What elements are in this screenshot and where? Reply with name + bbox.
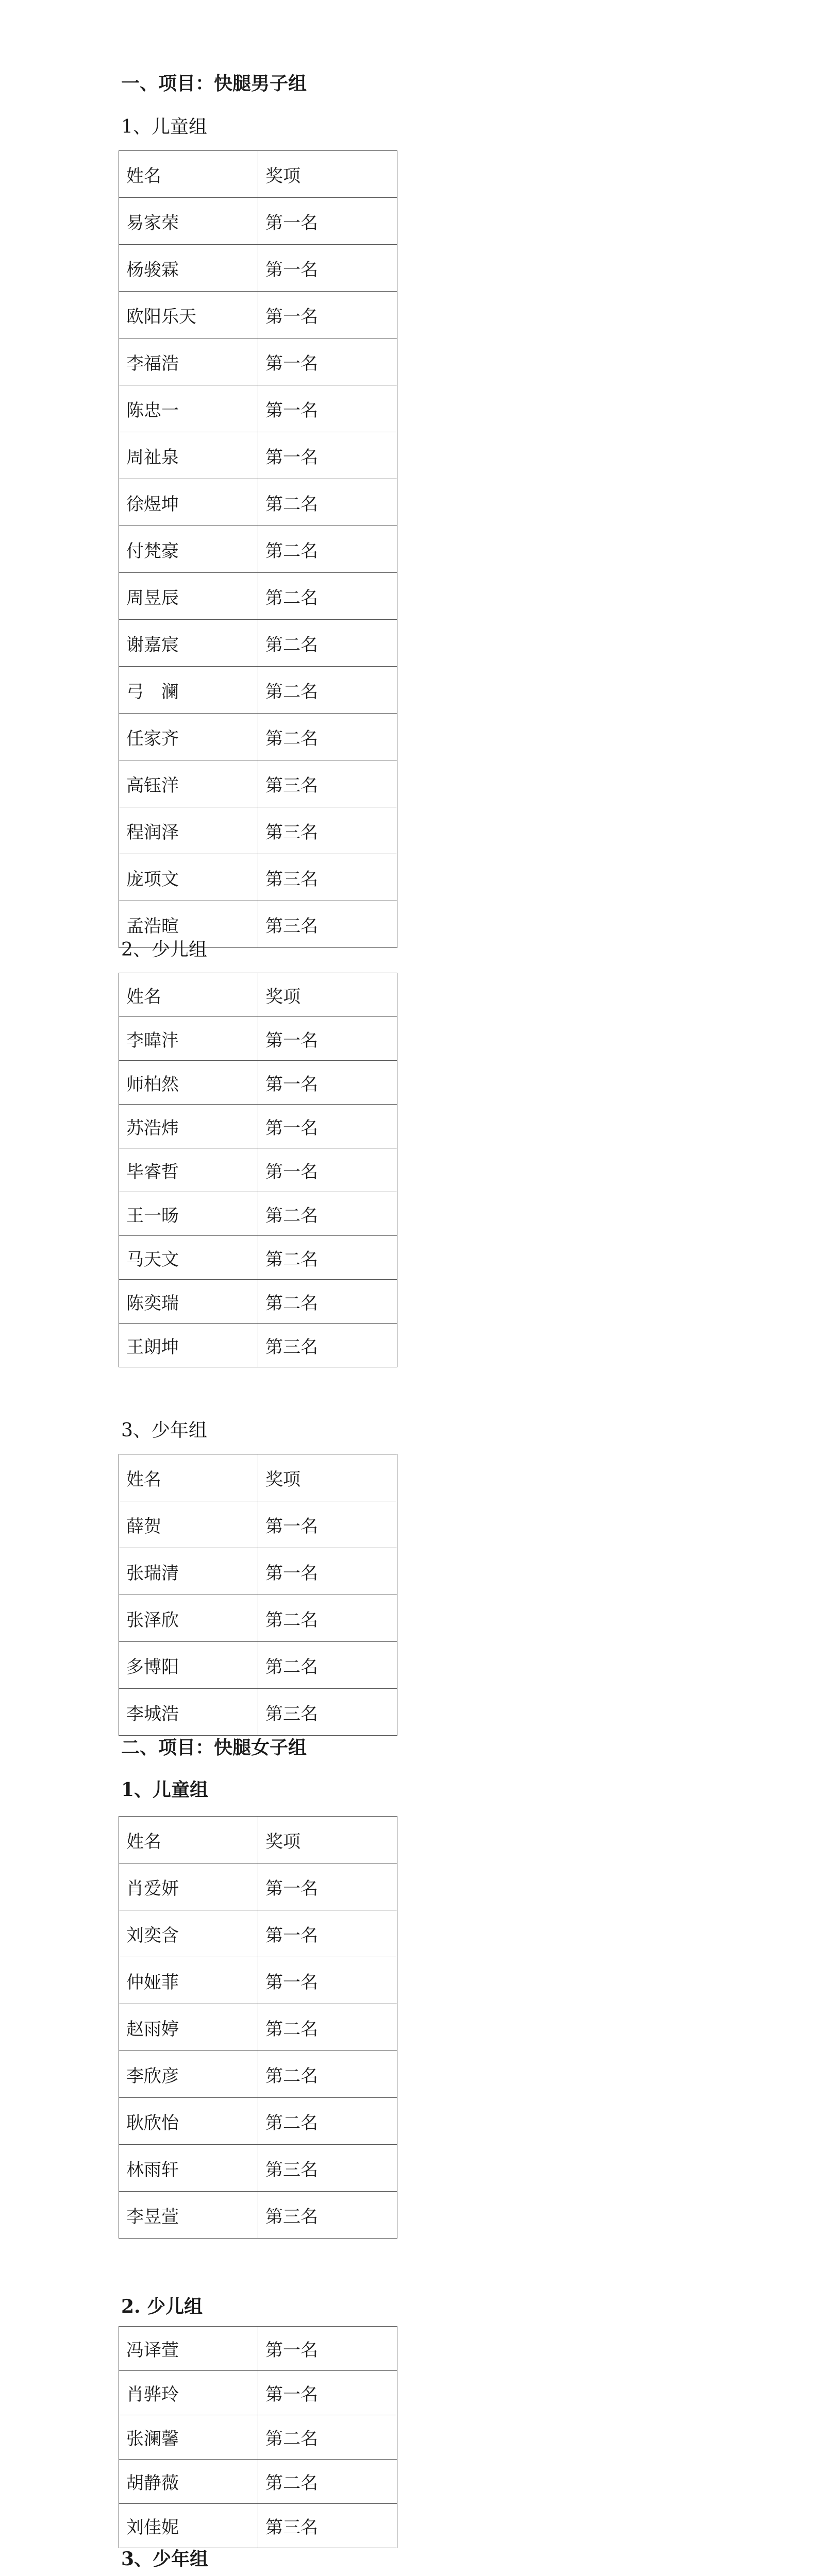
- header-award: 奖项: [258, 151, 397, 198]
- name-cell: 李昱萱: [119, 2192, 258, 2239]
- name-cell: 耿欣怡: [119, 2098, 258, 2145]
- name-cell: 刘佳妮: [119, 2504, 258, 2548]
- award-table-male-youth: [119, 973, 397, 1367]
- award-cell: 第三名: [258, 807, 397, 854]
- table-row: [119, 2004, 397, 2051]
- name-cell: 徐煜坤: [119, 479, 258, 526]
- award-cell: 第二名: [258, 1192, 397, 1236]
- award-cell: 第二名: [258, 1642, 397, 1689]
- table-row: [119, 1061, 397, 1105]
- award-cell: 第一名: [258, 1148, 397, 1192]
- name-cell: 师柏然: [119, 1061, 258, 1105]
- award-cell: 第一名: [258, 1105, 397, 1148]
- header-name: 姓名: [119, 973, 258, 1017]
- table-row: [119, 432, 397, 479]
- header-name: 姓名: [119, 151, 258, 198]
- name-cell: 谢嘉宸: [119, 620, 258, 667]
- table-row: [119, 1957, 397, 2004]
- name-cell: 马天文: [119, 1236, 258, 1280]
- award-cell: 第一名: [258, 1910, 397, 1957]
- table-row: [119, 1192, 397, 1236]
- award-cell: 第二名: [258, 479, 397, 526]
- section-title-male: 一、项目：快腿男子组: [121, 73, 307, 94]
- table-row: [119, 1501, 397, 1548]
- table-row: [119, 2504, 397, 2548]
- table-row: [119, 620, 397, 667]
- award-table-male-children: [119, 150, 397, 948]
- table-row: [119, 1280, 397, 1324]
- group-title-male-youth: 2、少儿组: [121, 939, 207, 960]
- award-cell: 第三名: [258, 2504, 397, 2548]
- table-row: [119, 1642, 397, 1689]
- table-row: [119, 2098, 397, 2145]
- table-row: [119, 807, 397, 854]
- award-cell: 第二名: [258, 714, 397, 760]
- award-cell: 第二名: [258, 2415, 397, 2460]
- table-row: [119, 2371, 397, 2415]
- award-cell: 第一名: [258, 432, 397, 479]
- award-cell: 第一名: [258, 292, 397, 338]
- name-cell: 赵雨婷: [119, 2004, 258, 2051]
- name-cell: 陈奕瑞: [119, 1280, 258, 1324]
- award-cell: 第一名: [258, 385, 397, 432]
- name-cell: 肖爱妍: [119, 1863, 258, 1910]
- table-row: [119, 292, 397, 338]
- group-title-female-children: 1、儿童组: [121, 1779, 209, 1801]
- award-cell: 第二名: [258, 667, 397, 714]
- award-cell: 第二名: [258, 620, 397, 667]
- table-row: [119, 1595, 397, 1642]
- award-cell: 第一名: [258, 2327, 397, 2371]
- name-cell: 李城浩: [119, 1689, 258, 1736]
- name-cell: 王一旸: [119, 1192, 258, 1236]
- name-cell: 薛贺: [119, 1501, 258, 1548]
- name-cell: 张泽欣: [119, 1595, 258, 1642]
- table-row: [119, 1863, 397, 1910]
- group-title-male-teen: 3、少年组: [121, 1420, 207, 1441]
- table-row: [119, 1148, 397, 1192]
- name-cell: 李暐沣: [119, 1017, 258, 1061]
- name-cell: 孟浩暄: [119, 901, 258, 948]
- award-cell: 第一名: [258, 1957, 397, 2004]
- header-award: 奖项: [258, 1454, 397, 1501]
- table-row: [119, 1689, 397, 1736]
- table-row: [119, 760, 397, 807]
- award-cell: 第三名: [258, 2145, 397, 2192]
- name-cell: 杨骏霖: [119, 245, 258, 292]
- award-cell: 第一名: [258, 1501, 397, 1548]
- name-cell: 胡静薇: [119, 2460, 258, 2504]
- award-cell: 第三名: [258, 1689, 397, 1736]
- table-header-row: [119, 1817, 397, 1863]
- award-cell: 第一名: [258, 338, 397, 385]
- table-row: [119, 1017, 397, 1061]
- award-cell: 第二名: [258, 1236, 397, 1280]
- name-cell: 易家荣: [119, 198, 258, 245]
- name-cell: 冯译萱: [119, 2327, 258, 2371]
- table-row: [119, 338, 397, 385]
- name-cell: 王朗坤: [119, 1324, 258, 1367]
- table-row: [119, 667, 397, 714]
- table-row: [119, 1105, 397, 1148]
- award-table-female-youth: [119, 2326, 397, 2548]
- award-cell: 第三名: [258, 901, 397, 948]
- table-row: [119, 573, 397, 620]
- name-cell: 庞项文: [119, 854, 258, 901]
- name-cell: 仲娅菲: [119, 1957, 258, 2004]
- award-cell: 第一名: [258, 1061, 397, 1105]
- table-header-row: [119, 1454, 397, 1501]
- award-cell: 第一名: [258, 1548, 397, 1595]
- name-cell: 付梵豪: [119, 526, 258, 573]
- name-cell: 欧阳乐天: [119, 292, 258, 338]
- header-award: 奖项: [258, 973, 397, 1017]
- table-header-row: [119, 973, 397, 1017]
- name-cell: 高钰洋: [119, 760, 258, 807]
- award-cell: 第二名: [258, 2051, 397, 2098]
- name-cell: 毕睿哲: [119, 1148, 258, 1192]
- name-cell: 李欣彦: [119, 2051, 258, 2098]
- award-cell: 第二名: [258, 2004, 397, 2051]
- table-row: [119, 479, 397, 526]
- award-cell: 第二名: [258, 1280, 397, 1324]
- header-award: 奖项: [258, 1817, 397, 1863]
- award-cell: 第二名: [258, 1595, 397, 1642]
- name-cell: 肖骅玲: [119, 2371, 258, 2415]
- award-cell: 第三名: [258, 854, 397, 901]
- table-row: [119, 1910, 397, 1957]
- award-cell: 第三名: [258, 1324, 397, 1367]
- name-cell: 李福浩: [119, 338, 258, 385]
- name-cell: 弓 澜: [119, 667, 258, 714]
- name-cell: 程润泽: [119, 807, 258, 854]
- table-row: [119, 1236, 397, 1280]
- group-title-female-teen: 3、少年组: [121, 2548, 209, 2570]
- name-cell: 刘奕含: [119, 1910, 258, 1957]
- table-row: [119, 2327, 397, 2371]
- name-cell: 林雨轩: [119, 2145, 258, 2192]
- award-cell: 第一名: [258, 245, 397, 292]
- group-title-female-youth: 2. 少儿组: [121, 2296, 203, 2317]
- award-cell: 第一名: [258, 2371, 397, 2415]
- name-cell: 任家齐: [119, 714, 258, 760]
- award-cell: 第二名: [258, 573, 397, 620]
- table-row: [119, 2460, 397, 2504]
- table-row: [119, 526, 397, 573]
- award-cell: 第二名: [258, 2460, 397, 2504]
- table-row: [119, 2051, 397, 2098]
- name-cell: 苏浩炜: [119, 1105, 258, 1148]
- award-cell: 第一名: [258, 1863, 397, 1910]
- award-cell: 第二名: [258, 526, 397, 573]
- header-name: 姓名: [119, 1817, 258, 1863]
- name-cell: 张澜馨: [119, 2415, 258, 2460]
- award-cell: 第三名: [258, 760, 397, 807]
- name-cell: 多博阳: [119, 1642, 258, 1689]
- award-cell: 第三名: [258, 2192, 397, 2239]
- table-row: [119, 385, 397, 432]
- section-title-female: 二、项目：快腿女子组: [121, 1737, 307, 1758]
- table-row: [119, 1548, 397, 1595]
- award-cell: 第一名: [258, 1017, 397, 1061]
- table-row: [119, 198, 397, 245]
- award-table-female-children: [119, 1816, 397, 2239]
- table-row: [119, 2415, 397, 2460]
- table-row: [119, 714, 397, 760]
- name-cell: 陈忠一: [119, 385, 258, 432]
- table-row: [119, 2145, 397, 2192]
- name-cell: 周昱辰: [119, 573, 258, 620]
- name-cell: 周祉泉: [119, 432, 258, 479]
- table-header-row: [119, 151, 397, 198]
- group-title-male-children: 1、儿童组: [121, 116, 207, 138]
- name-cell: 张瑞清: [119, 1548, 258, 1595]
- award-table-male-teen: [119, 1454, 397, 1736]
- award-cell: 第二名: [258, 2098, 397, 2145]
- table-row: [119, 1324, 397, 1367]
- award-cell: 第一名: [258, 198, 397, 245]
- header-name: 姓名: [119, 1454, 258, 1501]
- table-row: [119, 245, 397, 292]
- table-row: [119, 854, 397, 901]
- table-row: [119, 2192, 397, 2239]
